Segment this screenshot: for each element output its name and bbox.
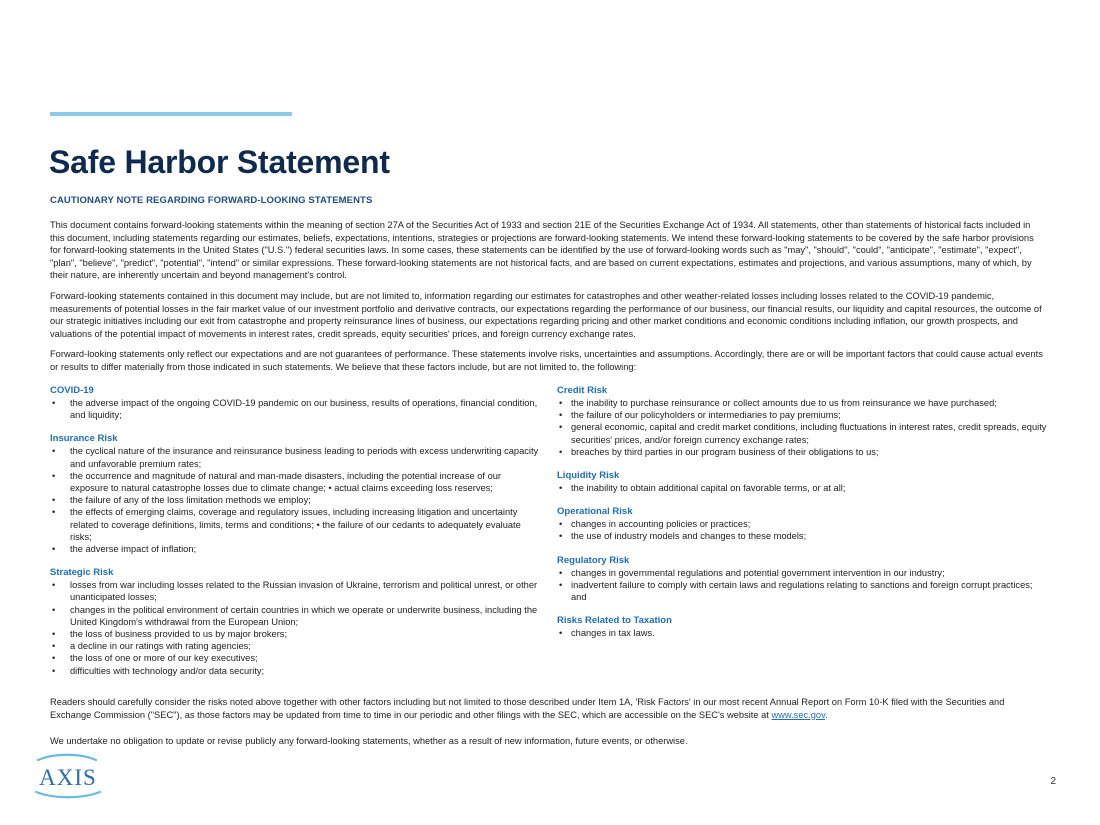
section-regulatory-risk (557, 554, 1047, 604)
axis-logo (32, 752, 104, 800)
logo-arc-bottom (36, 792, 100, 797)
section-taxation-risk (557, 614, 1047, 639)
list-item: • changes in the political environment of certain countries in which we operate or underwrite business, including the United Kingdom's withdrawal from the European Union; (50, 604, 540, 628)
section-insurance-risk (50, 432, 540, 555)
forward-looking-paragraph: Forward-looking statements contained in this document may include, but are not limited to, information regarding our estimates for catastrophes and other weather-related losses including losses related to the COVID-19 pandemic, measurements of potential losses in the fair market value of our investment portfolio and derivative contracts, our expectations regarding the performance of our business, our financial results, our liquidity and capital resources, the outcome of our strategic initiatives including our exit from catastrophe and property reinsurance lines of business, our expectations regarding pricing and other market conditions and economic conditions including inflation, our growth prospects, and valuations of the potential impact of movements in interest rates, credit spreads, equity securities' prices, and foreign currency exchange rates. (50, 291, 1042, 339)
section-heading: Operational Risk (557, 506, 633, 518)
risk-list (557, 567, 1047, 604)
list-item: • changes in accounting policies or practices; (557, 518, 1047, 530)
section-heading: Risks Related to Taxation (557, 615, 672, 627)
risk-list (557, 627, 1047, 639)
page-subtitle: CAUTIONARY NOTE REGARDING FORWARD-LOOKING STATEMENTS (50, 195, 373, 206)
list-item: • a decline in our ratings with rating agencies; (50, 640, 540, 652)
risk-list (50, 579, 540, 677)
risk-list (50, 397, 540, 421)
list-item: • the occurrence and magnitude of natural and man-made disasters, including the potential increase of our exposure to natural catastrophe losses due to climate change; • actual claims exceeding loss reserves; (50, 470, 540, 494)
list-item: • the adverse impact of the ongoing COVID-19 pandemic on our business, results of operations, financial condition, and liquidity; (50, 397, 540, 421)
page-title: Safe Harbor Statement (49, 144, 390, 180)
section-heading: Liquidity Risk (557, 470, 620, 482)
list-item: • the inability to purchase reinsurance or collect amounts due to us from reinsurance we have purchased; (557, 397, 1047, 409)
readers-paragraph (50, 696, 1046, 721)
risk-list (557, 397, 1047, 458)
list-item: • changes in tax laws. (557, 627, 1047, 639)
section-credit-risk (557, 384, 1047, 458)
risk-column-left (50, 384, 540, 688)
readers-end: . (825, 709, 828, 720)
section-heading: Insurance Risk (50, 433, 118, 445)
list-item: • the failure of our policyholders or intermediaries to pay premiums; (557, 409, 1047, 421)
list-item: • the effects of emerging claims, coverage and regulatory issues, including increasing litigation and uncertainty related to coverage definitions, limits, terms and conditions; • the failure of our cedants to adequately evaluate risks; (50, 506, 540, 543)
readers-text: Readers should carefully consider the risks noted above together with other factors including but not limited to those described under Item 1A, 'Risk Factors' in our most recent Annual Report on Form 10-K filed with the Securities and Exchange Commission ("SEC"), as those factors may be updated from time to time in our periodic and other filings with the SEC, which are accessible on the SEC's website at (50, 697, 1005, 720)
section-covid (50, 384, 540, 421)
section-heading: Regulatory Risk (557, 554, 630, 566)
section-liquidity-risk (557, 469, 1047, 494)
list-item: • inadvertent failure to comply with certain laws and regulations relating to sanctions and foreign corrupt practices; and (557, 579, 1047, 603)
list-item: • the loss of one or more of our key executives; (50, 652, 540, 664)
list-item: • the cyclical nature of the insurance and reinsurance business leading to periods with excess underwriting capacity and unfavorable premium rates; (50, 445, 540, 469)
list-item: • the loss of business provided to us by major brokers; (50, 628, 540, 640)
risk-list (50, 445, 540, 555)
list-item: • the adverse impact of inflation; (50, 543, 540, 555)
section-heading: Strategic Risk (50, 567, 114, 579)
list-item: • general economic, capital and credit market conditions, including fluctuations in interest rates, credit spreads, equity securities' prices, and/or foreign currency exchange rates; (557, 421, 1047, 445)
section-heading: Credit Risk (557, 385, 608, 396)
intro-paragraph: This document contains forward-looking statements within the meaning of section 27A of the Securities Act of 1933 and section 21E of the Securities Exchange Act of 1934. All statements, other than statements of historical facts included in this document, including statements regarding our estimates, beliefs, expectations, intentions, strategies or projections are forward-looking statements. We intend these forward-looking statements to be covered by the safe harbor provisions for forward-looking statements in the United States ("U.S.") federal securities laws. In some cases, these statements can be identified by the use of forward-looking words such as "may", "should", "could", "anticipate", "estimate", "expect", "plan", "believe", "predict", "potential", "intend" or similar expressions. These forward-looking statements are not historical facts, and are based on current expectations, estimates and projections, and various assumptions, many of which, by their nature, are inherently uncertain and beyond management's control. (50, 220, 1034, 281)
list-item: • difficulties with technology and/or data security; (50, 665, 540, 677)
logo-arc-top (38, 755, 96, 760)
accent-bar (50, 112, 292, 116)
list-item: • the inability to obtain additional capital on favorable terms, or at all; (557, 482, 1047, 494)
list-item: • breaches by third parties in our program business of their obligations to us; (557, 446, 1047, 458)
list-item: • changes in governmental regulations and potential government intervention in our industry; (557, 567, 1047, 579)
expectations-paragraph: Forward-looking statements only reflect our expectations and are not guarantees of performance. These statements involve risks, uncertainties and assumptions. Accordingly, there are or will be important factors that could cause actual events or results to differ materially from those indicated in such statements. We believe that these factors include, but are not limited to, the following: (50, 349, 1043, 372)
logo-text: AXIS (39, 765, 97, 790)
section-operational-risk (557, 505, 1047, 542)
list-item: • losses from war including losses related to the Russian invasion of Ukraine, terrorism and political unrest, or other unanticipated losses; (50, 579, 540, 603)
section-heading: COVID-19 (50, 385, 94, 396)
list-item: • the use of industry models and changes to these models; (557, 530, 1047, 542)
no-obligation-paragraph: We undertake no obligation to update or revise publicly any forward-looking statements, whether as a result of new information, future events, or otherwise. (50, 736, 688, 746)
page-number: 2 (1050, 776, 1056, 787)
list-item: • the failure of any of the loss limitation methods we employ; (50, 494, 540, 506)
section-strategic-risk (50, 566, 540, 677)
risk-list (557, 518, 1047, 542)
sec-website-link[interactable]: www.sec.gov (771, 709, 826, 720)
risk-list (557, 482, 1047, 494)
risk-column-right (557, 384, 1047, 650)
